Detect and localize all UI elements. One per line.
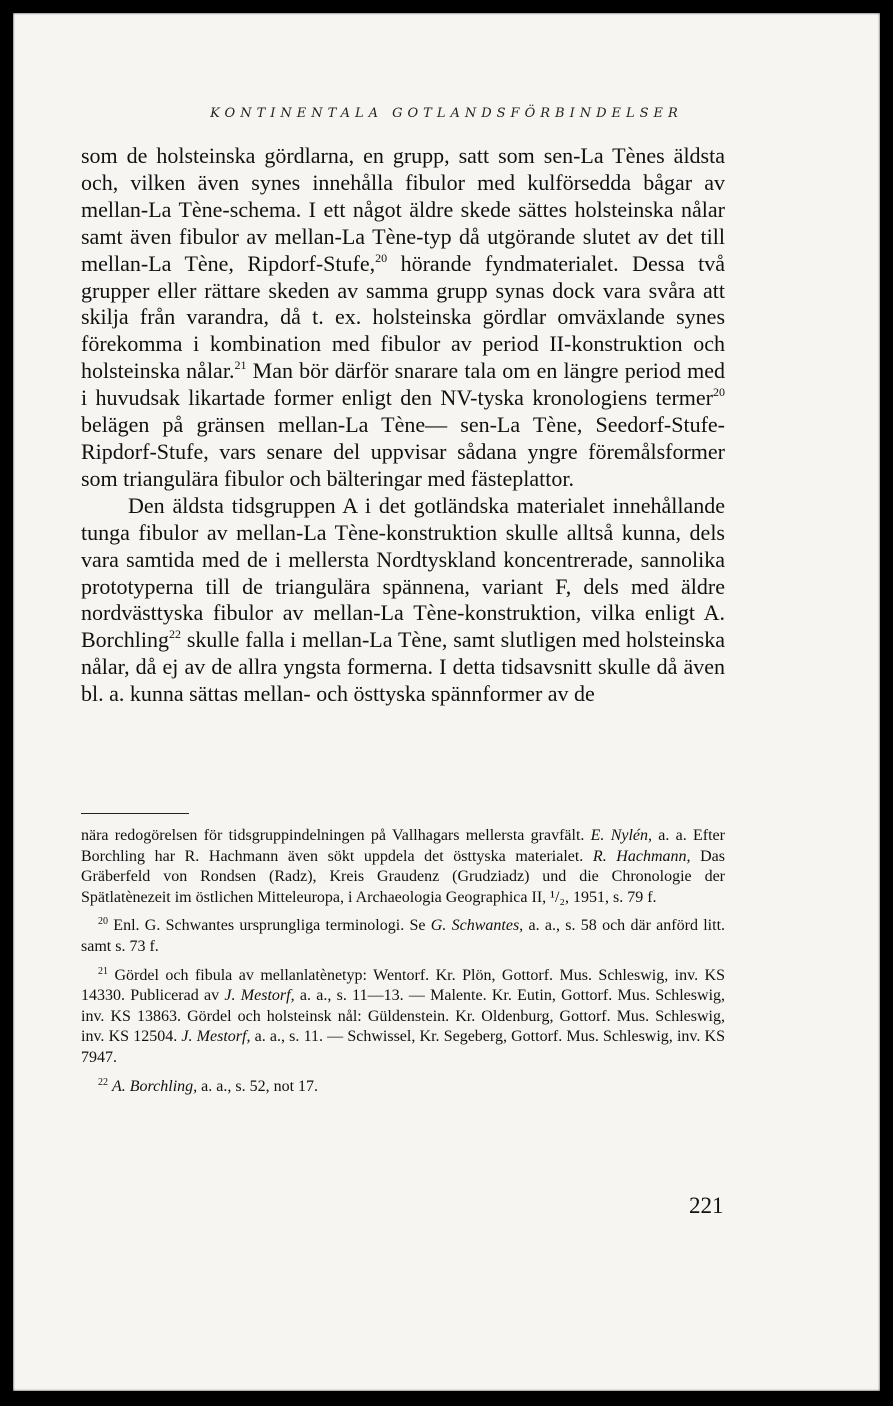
page-number: 221 [689,1193,724,1218]
footnote-number: 22 [98,1076,108,1088]
footnote-number: 20 [98,916,108,928]
footnote-ref[interactable]: 20 [375,250,388,265]
running-head: KONTINENTALA GOTLANDSFÖRBINDELSER [210,106,683,121]
footnote-20: $^{20}$ Enl. G. Schwantes ursprungliga terminologi. Se G. Schwantes, a. a., s. 58 och där anförd litt. samt s. 73 f. [81,916,726,955]
book-page [13,13,880,1391]
footnote-continuation: nära redogörelsen för tidsgruppindelningen på Vallhagars mellersta gravfält. E. Nylén, a. a. Efter Borchling har R. Hachmann även sökt uppdela det östtyska materialet. R. Hachmann, Das Gräberfeld von Rondsen (Radz), Kreis Graudenz (Grudziadz) und die Chronologie der Spätlatènezeit im östlichen Mitteleuropa, i Archaeologia Geographica II, ¹/₂, 1951, s. 79 f. [81,827,726,906]
footnote-divider [81,813,189,814]
paragraph: som de holsteinska gördlarna, en grupp, satt som sen-La Tènes äldsta och, vilken även synes innehålla fibulor med kulförsedda bågar av mellan-La Tène-schema. I ett något äldre skede sättes holsteinska nålar samt även fibulor av mellan-La Tène-typ då utgörande slutet av det till mellan-La Tène, Ripdorf-Stufe,$^{20}$ hörande fyndmaterialet. Dessa två grupper eller rättare skeden av samma grupp synas dock vara svåra att skilja från varandra, då t. ex. holsteinska gördlar omväxlande synes förekomma i kombination med fibulor av period II-konstruktion och holsteinska nålar.$^{21}$ Man bör därför snarare tala om en längre period med i huvudsak likartade former enligt den NV-tyska kronologiens termer$^{20}$ belägen på gränsen mellan-La Tène— sen-La Tène, Seedorf-Stufe-Ripdorf-Stufe, vars senare del uppvisar sådana yngre föremålsformer som triangulära fibulor och bälteringar med fästeplattor. [81,143,726,491]
footnote-number: 21 [98,965,108,977]
paragraph: Den äldsta tidsgruppen A i det gotländska materialet innehållande tunga fibulor av mellan-La Tène-konstruktion skulle alltså kunna, dels vara samtida med de i mellersta Nordtyskland koncentrerade, sannolika prototyperna till de triangulära spännena, variant F, dels med äldre nordvästtyska fibulor av mellan-La Tène-konstruktion, vilka enligt A. Borchling$^{22}$ skulle falla i mellan-La Tène, samt slutligen med holsteinska nålar, då ej av de allra yngsta formerna. I detta tidsavsnitt skulle då även bl. a. kunna sättas mellan- och östtyska spännformer av de [81,492,725,707]
footnote-ref[interactable]: 22 [169,627,181,642]
footnote-22: $^{22}$ A. Borchling, a. a., s. 52, not 17. [98,1076,319,1095]
footnote-ref[interactable]: 20 [713,385,725,400]
footnotes [81,826,725,1105]
footnote-21: $^{21}$ Gördel och fibula av mellanlatènetyp: Wentorf. Kr. Plön, Gottorf. Mus. Schleswig, inv. KS 14330. Publicerad av J. Mestorf, a. a., s. 11—13. — Malente. Kr. Eutin, Gottorf. Mus. Schleswig, inv. KS 13863. Gördel och holsteinsk nål: Güldenstein. Kr. Oldenburg, Gottorf. Mus. Schleswig, inv. KS 12504. J. Mestorf, a. a., s. 11. — Schwissel, Kr. Segeberg, Gottorf. Mus. Schleswig, inv. KS 7947. [81,965,726,1066]
body-text [81,143,725,708]
footnote-ref[interactable]: 21 [234,358,247,373]
